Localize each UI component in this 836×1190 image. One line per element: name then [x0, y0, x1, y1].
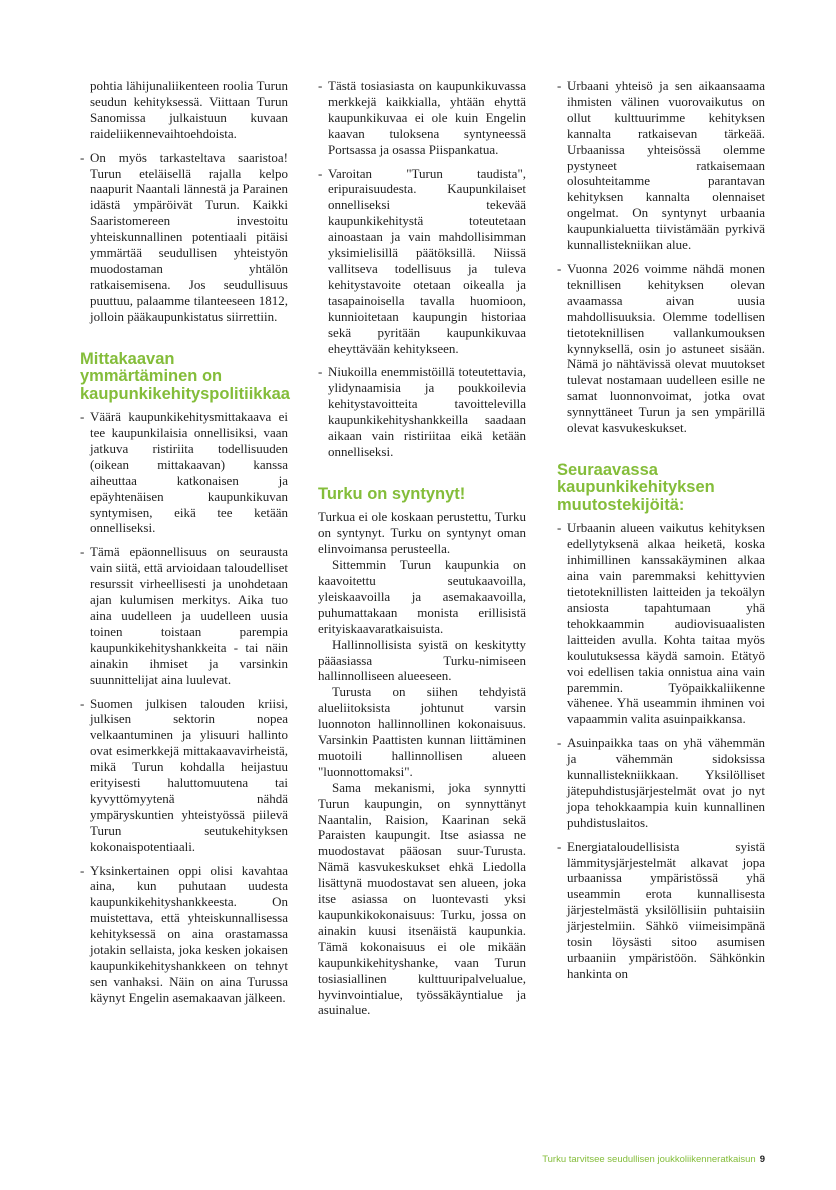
section-heading-muutostekijat: Seuraavassa kaupunkikehityksen muutostekijöitä: [557, 460, 715, 514]
bullet-item: - Tämä epäonnellisuus on seurausta vain siitä, että arvioidaan taloudelliset resurssit virheellisesti ja unohdetaan ajan kulumisen merkitys. Aika tuo aina uudelleen ja uudelleen uusia toinen toistaan parempia kaupunkikehityshankkeita - tai näin ainakin ihmiset ja varsinkin suunnittelijat aina luulevat. [80, 544, 288, 687]
bullet-list [318, 78, 526, 460]
body-paragraph: Turusta on siihen tehdyistä alueliitoksista johtunut varsin luonnoton hallinnollinen kokonaisuus. Varsinkin Paattisten kunnan liittäminen muotoili hallinnollisen alueen "luonnottomaksi". [318, 684, 526, 779]
bullet-list [80, 409, 288, 1006]
column-2 [318, 78, 526, 1018]
bullet-item: - Urbaani yhteisö ja sen aikaansaama ihmisten välinen vuorovaikutus on ollut kulttuurimme kehityksen kannalta ratkaisevan tärkeää. Urbaanissa yhteisössä olemme pystyneet ratkaisemaan olosuhteitamme parantavan kehityksen kannalta olennaiset ongelmat. On syntynyt urbaania kaupunkialuetta tiivistämään pyrkivä kunnallistekniikan alue. [557, 78, 765, 253]
continued-paragraph: pohtia lähijunaliikenteen roolia Turun seudun kehityksessä. Viittaan Turun Sanomissa julkaistuun kuvaan raideliikennevaihtoehdoista. [90, 78, 288, 141]
bullet-list [557, 520, 765, 981]
bullet-list [557, 78, 765, 436]
body-paragraph: Sama mekanismi, joka synnytti Turun kaupungin, on synnyttänyt Naantalin, Raision, Kaarinan sekä Paraisten kaupungit. Itse asiassa ne muodostavat pääosan suur-Turusta. Nämä kasvukeskukset ehkä Liedolla lisättynä muodostavat sen alueen, joka itse asiassa on luontevasti yksi kaupunkikokonaisuus: Turku, jossa on ainakin kuusi itsenäistä kaupunkia. Tämä kokonaisuus ei ole mikään kaupunkikehityshanke, vaan Turun tosiasiallinen kulttuuripalvelualue, hyvinvointialue, työssäkäyntialue ja asuinalue. [318, 779, 526, 1018]
bullet-item: - Urbaanin alueen vaikutus kehityksen edellytyksenä alkaa heiketä, koska inhimillinen kanssakäyminen alkaa aina vain paremmaksi kehittyvien tietoteknillisten laitteiden ja tekoälyn ansiosta tapahtumaan yhä tehokkaammin audiovisuaalisten laitteiden avulla. Kohta taitaa myös koulutuksessa käydä samoin. Etätyö voi edellisen takia onnistua aina vain paremmin. Työpaikkaliikenne vähenee. Yhä useammin ihminen voi vapaammin valita asuinpaikkansa. [557, 520, 765, 727]
bullet-item: - Tästä tosiasiasta on kaupunkikuvassa merkkejä kaikkialla, yhtään ehyttä kaupunkikuvaa ei ole kuin Engelin kaavan tuloksena syntyneessä Portsassa ja osassa Piispankatua. [318, 78, 526, 158]
column-3 [557, 78, 765, 990]
body-paragraph: Sittemmin Turun kaupunkia on kaavoitettu seutukaavoilla, yleiskaavoilla ja asemakaavoilla, puhumattakaan monista erillisistä erityiskaavaratkaisuista. [318, 557, 526, 636]
page-number: 9 [759, 1154, 765, 1165]
bullet-item: - On myös tarkasteltava saaristoa! Turun eteläisellä rajalla kelpo naapurit Naantali lännestä ja Parainen idästä ympäröivät Turun. Kaikki Saaristomereen investoitu yhteiskunnallinen potentiaali pitäisi ymmärtää seudullisen yhteistyön muodostaman yhtälön ratkaisemisena. Jos seudullisuus puuttuu, palaamme tilanteeseen 1812, jolloin pääkaupunkistatus siirrettiin. [80, 150, 288, 325]
body-paragraph: Turkua ei ole koskaan perustettu, Turku on syntynyt. Turku on syntynyt oman elinvoimansa perusteella. [318, 509, 526, 557]
footer-title: Turku tarvitsee seudullisen joukkoliikenneratkaisun [542, 1154, 756, 1165]
column-1 [80, 78, 288, 1014]
bullet-item: - Suomen julkisen talouden kriisi, julkisen sektorin nopea velkaantuminen ja ylisuuri hallinto ovat esimerkkejä mittakaavavirheistä, mikä Turun kohdalla heijastuu erityisesti haluttomuutena tai kyvyttömyytenä nähdä ympäryskuntien yhteistyössä piilevä Turun seutukehityksen kokonaispotentiaali. [80, 696, 288, 855]
bullet-item: - Vuonna 2026 voimme nähdä monen teknillisen kehityksen olevan avaamassa aivan uusia mahdollisuuksia. Olemme todellisen tietoteknillisen vallankumouksen kynnyksellä, osin jo astuneet sisään. Nämä jo nähtävissä olevat muutokset tulevat nostamaan uudelleen esille ne samat luonnonvoimat, jotka ovat synnyttäneet Turun ja sen ympärillä olevat kasvukeskukset. [557, 261, 765, 436]
section-heading-turku-syntynyt: Turku on syntynyt! [318, 484, 466, 503]
body-paragraph: Hallinnollisista syistä on keskitytty pääasiassa Turku-nimiseen hallinnolliseen alueeseen. [318, 636, 526, 684]
bullet-item: - Yksinkertainen oppi olisi kavahtaa aina, kun puhutaan uudesta kaupunkikehityshankkeesta. On muistettava, että yhteiskunnallisessa kehityksessä on aina orastamassa jotakin sellaista, joka kesken jokaisen kaupunkikehityshankkeen on tehnyt sen vanhaksi. Näin on aina Turussa käynyt Engelin asemakaavan jälkeen. [80, 863, 288, 1006]
bullet-item: - Varoitan "Turun taudista", eripuraisuudesta. Kaupunkilaiset onnelliseksi tekevää kaupunkikehitystä toteutetaan ainoastaan ja vain mahdollisimman yksimielisillä päätöksillä. Niissä vallitseva todellisuus ja tuleva kehitystavoite otetaan oikealla ja tasapainoisella tavalla huomioon, kunnioitetaan kaupungin historiaa sekä pyritään kaupunkikuvaa eheyttävään kehitykseen. [318, 166, 526, 357]
section-heading-mittakaava: Mittakaavan ymmärtäminen on kaupunkikehityspolitiikkaa [80, 349, 290, 403]
page-footer [440, 1154, 765, 1165]
bullet-item: - Niukoilla enemmistöillä toteutettavia, ylidynaamisia ja poukkoilevia kehitystavoitteita tavoittelevilla kaupunkikehityshankkeilla saadaan aikaan vain ristiriitaa eikä ketään onnelliseksi. [318, 364, 526, 459]
bullet-list [80, 150, 288, 325]
bullet-item: - Energiataloudellisista syistä lämmitysjärjestelmät alkavat jopa urbaanissa ympäristössä yhä useammin erota kunnallisesta järjestelmästä yksilöllisiin puhtaisiin järjestelmiin. Sähkö viimeisimpänä tosin löysästi sitoo asumisen urbaaniin ympäristöön. Sähkönkin hankinta on [557, 839, 765, 982]
bullet-item: - Asuinpaikka taas on yhä vähemmän ja vähemmän sidoksissa kunnallistekniikkaan. Yksilölliset jätepuhdistusjärjestelmät ovat jo nyt jopa tehokkaampia kuin kunnallinen puhdistuslaitos. [557, 735, 765, 830]
bullet-item: - Väärä kaupunkikehitysmittakaava ei tee kaupunkilaisia onnellisiksi, vaan jatkuva ristiriita todellisuuden (oikean mittakaavan) kanssa aiheuttaa katkonaisen ja epäyhtenäisen kaupunkikuvan syntymisen, eikä tee ketään onnelliseksi. [80, 409, 288, 536]
